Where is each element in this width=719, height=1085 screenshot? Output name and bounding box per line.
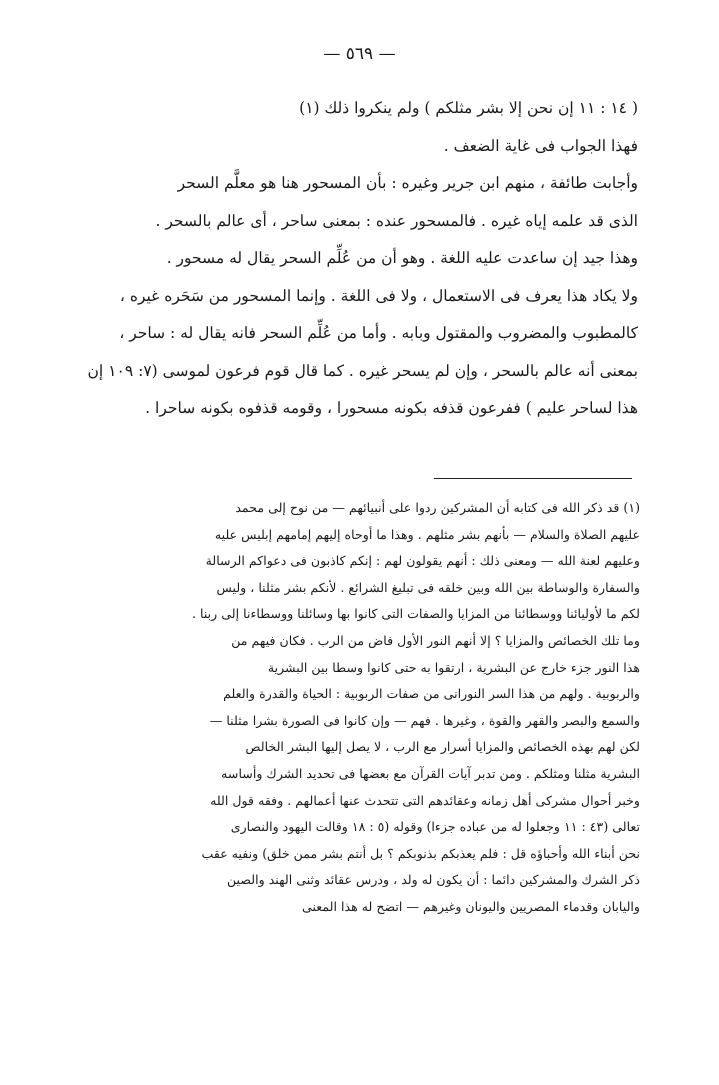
footnote-line-text: وخبر أحوال مشركى أهل زمانه وعقائدهم التى تتحدث عنها أعمالهم . وفقه قول الله bbox=[210, 792, 640, 808]
footnote-line-text: هذا النور جزء خارج عن البشرية ، ارتقوا به حتى كانوا وسطا بين البشرية bbox=[267, 659, 640, 675]
footnote-line bbox=[88, 655, 640, 682]
footnote-line-text: وما تلك الخصائص والمزايا ؟ إلا أنهم النور الأول فاض من الرب . فكان فيهم من bbox=[231, 632, 640, 648]
main-line-text: كالمطبوب والمضروب والمقتول وبابه . وأما من عُلِّم السحر فانه يقال له : ساحر ، bbox=[119, 324, 638, 342]
footnote-line bbox=[88, 841, 640, 868]
footnote-line-text: تعالى (٤٣ : ١١ وجعلوا له من عباده جزءا) وقوله (٥ : ١٨ وقالت اليهود والنصارى bbox=[230, 819, 640, 835]
footnote-line bbox=[88, 575, 640, 602]
footnote-line bbox=[88, 681, 640, 708]
footnote-line-text: البشرية مثلنا ومثلكم . ومن تدبر آيات القرآن مع بعضها فى تحديد الشرك وأساسه bbox=[221, 765, 640, 781]
main-line-text: هذا لساحر عليم ) ففرعون قذفه بكونه مسحورا ، وقومه قذفوه بكونه ساحرا . bbox=[145, 399, 638, 417]
main-line bbox=[90, 240, 638, 278]
footnote-line bbox=[88, 708, 640, 735]
main-line bbox=[90, 390, 638, 428]
footnote-line-text: لكم ما لأوليائنا ووسطائنا من المزايا والصفات التى كانوا بها وسائلنا ووسطاءنا إلى ربنا . bbox=[192, 606, 640, 622]
footnote-line-text: عليهم الصلاة والسلام — بأنهم بشر مثلهم . وهذا ما أوحاه إليهم إمامهم إبليس عليه bbox=[214, 526, 640, 542]
footnote-line bbox=[88, 814, 640, 841]
footnote-line bbox=[88, 761, 640, 788]
footnote-line-text: والسمع والبصر والقهر والقوة ، وغيرها . فهم — وإن كانوا فى الصورة بشرا مثلنا — bbox=[209, 712, 640, 728]
footnote-line bbox=[88, 734, 640, 761]
footnote-line-text: نحن أبناء الله وأحباؤه قل : فلم يعذبكم بذنوبكم ؟ بل أنتم بشر ممن خلق) ونفيه عقب bbox=[201, 845, 640, 861]
footnote-line bbox=[88, 788, 640, 815]
main-line-text: الذى قد علمه إياه غيره . فالمسحور عنده : بمعنى ساحر ، أى عالم بالسحر . bbox=[155, 211, 638, 230]
main-line-text: فهذا الجواب فى غاية الضعف . bbox=[443, 136, 638, 155]
main-line bbox=[90, 278, 638, 316]
main-line-text: وهذا جيد إن ساعدت عليه اللغة . وهو أن من عُلِّم السحر يقال له مسحور . bbox=[166, 249, 638, 267]
main-line-text: ولا يكاد هذا يعرف فى الاستعمال ، ولا فى اللغة . وإنما المسحور من سَحَره غيره ، bbox=[119, 286, 638, 305]
footnote-line bbox=[88, 495, 640, 522]
main-line bbox=[90, 165, 638, 203]
footnote-line bbox=[88, 601, 640, 628]
main-line bbox=[90, 203, 638, 241]
main-line-text: ( ١٤ : ١١ إن نحن إلا بشر مثلكم ) ولم ينكروا ذلك (١) bbox=[299, 99, 638, 117]
footnote-line-text: والربوبية . ولهم من هذا السر النورانى من صفات الربوبية : الحياة والقدرة والعلم bbox=[223, 686, 640, 702]
footnote-line-text: واليابان وقدماء المصريين واليونان وغيرهم — اتضح له هذا المعنى bbox=[301, 898, 640, 914]
main-line bbox=[90, 315, 638, 353]
footnote-line-text: وعليهم لعنة الله — ومعنى ذلك : أنهم يقولون لهم : إنكم كاذبون فى دعواكم الرسالة bbox=[205, 553, 640, 569]
footnotes bbox=[88, 495, 640, 921]
page-number: — ٥٦٩ — bbox=[323, 44, 396, 64]
footnote-line bbox=[88, 628, 640, 655]
footnote-line-text: والسفارة والوساطة بين الله وبين خلقه فى تبليغ الشرائع . لأنكم بشر مثلنا ، وليس bbox=[216, 579, 640, 595]
main-line-text: وأجابت طائفة ، منهم ابن جرير وغيره : بأن المسحور هنا هو معلَّم السحر bbox=[177, 174, 638, 192]
main-line bbox=[87, 353, 638, 391]
footnote-line-text: (١) قد ذكر الله فى كتابه أن المشركين ردوا على أنبيائهم — من نوح إلى محمد bbox=[235, 500, 640, 515]
footnote-line bbox=[88, 867, 640, 894]
main-line-text: بمعنى أنه عالم بالسحر ، وإن لم يسحر غيره . كما قال قوم فرعون لموسى (٧: ١٠٩ إن bbox=[87, 361, 638, 380]
footnote-line-text: ذكر الشرك والمشركين دائما : أن يكون له ولد ، ودرس عقائد وثنى الهند والصين bbox=[226, 872, 640, 888]
footnote-line bbox=[88, 548, 640, 575]
main-line bbox=[90, 90, 638, 128]
footnote-line bbox=[88, 522, 640, 549]
footnote-line-text: لكن لهم بهذه الخصائص والمزايا أسرار مع الرب ، لا يصل إليها البشر الخالص bbox=[245, 739, 640, 755]
footnote-line bbox=[88, 894, 640, 921]
main-line bbox=[90, 128, 638, 166]
footnote-divider bbox=[434, 478, 632, 479]
main-text bbox=[87, 90, 638, 428]
